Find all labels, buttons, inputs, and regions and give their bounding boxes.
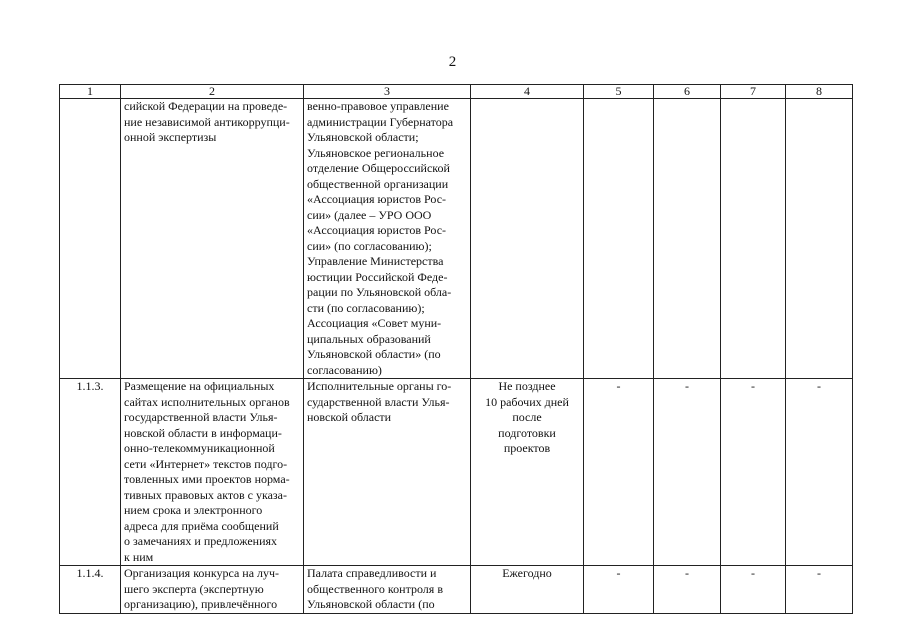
cell-executor-line: общественной организации xyxy=(307,176,449,191)
cell-executor-line: Ульяновской области; xyxy=(307,130,419,144)
cell-col5: - xyxy=(584,379,654,566)
cell-measure-line: Размещение на официальных xyxy=(124,379,275,393)
cell-measure-line: шего эксперта (экспертную xyxy=(124,581,264,596)
cell-measure-line: к ним xyxy=(124,549,154,564)
cell-measure-line: товленных ими проектов норма- xyxy=(124,472,290,486)
cell-measure-line: сайтах исполнительных органов xyxy=(124,394,290,409)
cell-executor-line: юстиции Российской Феде- xyxy=(307,269,448,284)
cell-executor-line: сии» (по согласованию); xyxy=(307,238,432,253)
cell-col6: - xyxy=(654,379,721,566)
cell-measure-line: онной экспертизы xyxy=(124,130,217,144)
cell-executor-line: венно-правовое управление xyxy=(307,99,449,113)
table-row xyxy=(60,379,853,566)
cell-col8: - xyxy=(786,566,853,614)
cell-executor-line: администрации Губернатора xyxy=(307,114,454,129)
table-body xyxy=(60,85,853,614)
cell-executor-line: новской области xyxy=(307,410,392,424)
cell-executor-line: Ульяновской области (по xyxy=(307,597,435,611)
column-header-3: 3 xyxy=(304,85,471,99)
column-header-6: 6 xyxy=(654,85,721,99)
cell-executor-line: Ульяновской области» (по xyxy=(307,347,441,361)
cell-deadline-line: после xyxy=(512,410,542,424)
cell-measure-line: адреса для приёма сообщений xyxy=(124,518,279,533)
cell-executor-line: Ульяновское региональное xyxy=(307,145,445,160)
cell-col6 xyxy=(654,99,721,379)
cell-deadline-line: Ежегодно xyxy=(502,566,552,580)
cell-deadline-line: подготовки xyxy=(498,425,556,440)
cell-deadline-line: 10 рабочих дней xyxy=(485,394,569,409)
cell-executor-line: сти (по согласованию); xyxy=(307,300,425,315)
cell-item-number xyxy=(60,99,121,379)
cell-col8 xyxy=(786,99,853,379)
cell-col5: - xyxy=(584,566,654,614)
table-row xyxy=(60,99,853,379)
cell-deadline-line: проектов xyxy=(503,441,551,455)
cell-executor-line: «Ассоциация юристов Рос- xyxy=(307,223,447,237)
cell-measure-line: Организация конкурса на луч- xyxy=(124,566,280,580)
cell-deadline xyxy=(471,379,584,566)
cell-item-number: 1.1.4. xyxy=(60,566,121,614)
table-row xyxy=(60,566,853,614)
cell-measure-line: новской области в информаци- xyxy=(124,425,282,440)
cell-measure-line: организацию), привлечённого xyxy=(124,597,278,611)
cell-executor-line: согласованию) xyxy=(307,362,382,377)
cell-executor-line: общественного контроля в xyxy=(307,581,443,596)
cell-executor xyxy=(304,379,471,566)
cell-measure xyxy=(121,379,304,566)
cell-measure-line: ние независимой антикоррупци- xyxy=(124,114,290,129)
column-header-4: 4 xyxy=(471,85,584,99)
cell-measure-line: тивных правовых актов с указа- xyxy=(124,487,287,502)
page-number: 2 xyxy=(448,54,457,70)
cell-executor-line: Ассоциация «Совет муни- xyxy=(307,316,442,330)
cell-executor-line: Управление Министерства xyxy=(307,254,444,268)
cell-measure xyxy=(121,99,304,379)
cell-executor-line: отделение Общероссийской xyxy=(307,161,450,175)
cell-executor xyxy=(304,566,471,614)
cell-col7: - xyxy=(721,566,786,614)
cell-item-number: 1.1.3. xyxy=(60,379,121,566)
cell-col7 xyxy=(721,99,786,379)
cell-measure xyxy=(121,566,304,614)
column-header-7: 7 xyxy=(721,85,786,99)
cell-measure-line: государственной власти Улья- xyxy=(124,410,278,424)
column-header-1: 1 xyxy=(60,85,121,99)
cell-executor-line: сударственной власти Улья- xyxy=(307,394,450,409)
cell-deadline-line: Не позднее xyxy=(498,379,556,393)
measures-table xyxy=(59,84,853,614)
cell-col5 xyxy=(584,99,654,379)
cell-executor-line: Исполнительные органы го- xyxy=(307,379,452,393)
cell-deadline xyxy=(471,99,584,379)
table-header-row xyxy=(60,85,853,99)
cell-measure-line: о замечаниях и предложениях xyxy=(124,534,278,548)
column-header-8: 8 xyxy=(786,85,853,99)
cell-measure-line: сети «Интернет» текстов подго- xyxy=(124,456,288,471)
cell-executor xyxy=(304,99,471,379)
cell-measure-line: нием срока и электронного xyxy=(124,503,263,517)
cell-deadline xyxy=(471,566,584,614)
column-header-2: 2 xyxy=(121,85,304,99)
cell-measure-line: онно-телекоммуникационной xyxy=(124,441,275,455)
cell-executor-line: ципальных образований xyxy=(307,331,431,346)
cell-executor-line: Палата справедливости и xyxy=(307,566,437,580)
cell-executor-line: сии» (далее – УРО ООО xyxy=(307,207,432,222)
cell-col7: - xyxy=(721,379,786,566)
cell-col6: - xyxy=(654,566,721,614)
cell-col8: - xyxy=(786,379,853,566)
cell-executor-line: рации по Ульяновской обла- xyxy=(307,285,452,299)
cell-measure-line: сийской Федерации на проведе- xyxy=(124,99,288,113)
cell-executor-line: «Ассоциация юристов Рос- xyxy=(307,192,447,206)
column-header-5: 5 xyxy=(584,85,654,99)
